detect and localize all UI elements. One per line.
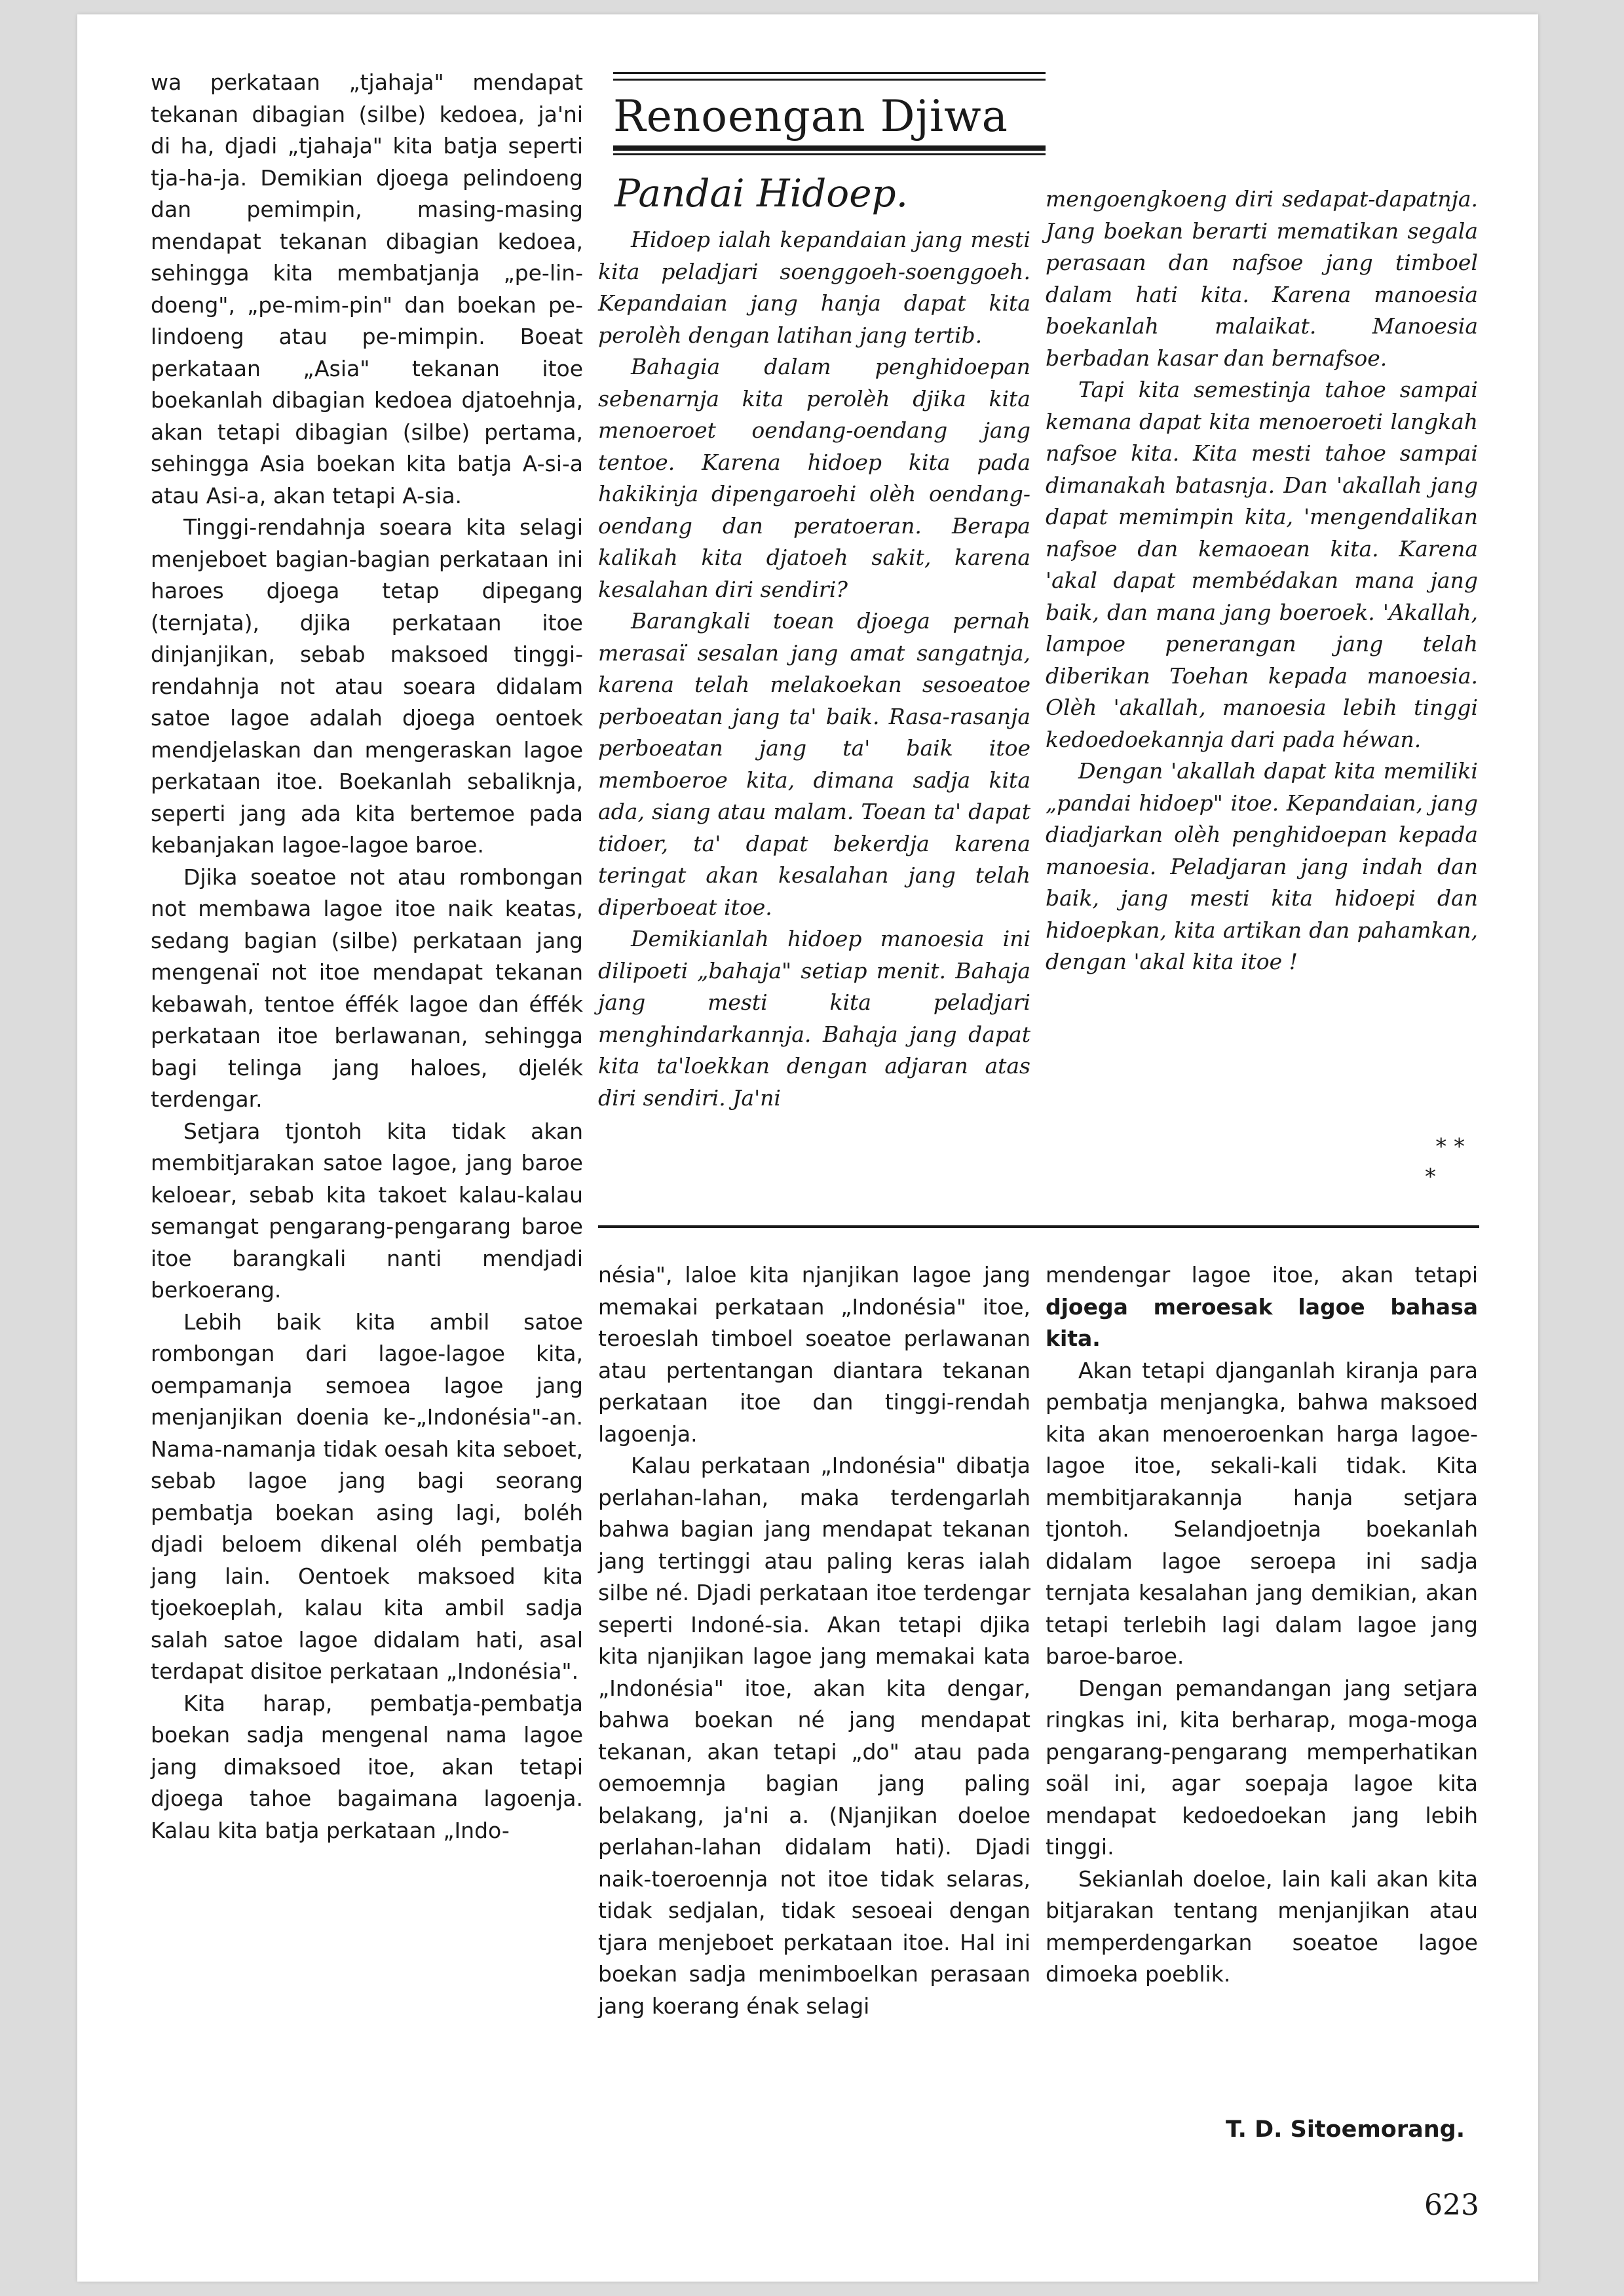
- header-rule-top: [613, 72, 1046, 74]
- paragraph: mengoengkoeng diri sedapat-dapatnja. Jang boekan berarti mematikan segala perasaan dan nafsoe jang timboel dalam hati kita. Karena manoesia boekanlah malaikat. Manoesia berbadan kasar dan bernafsoe.: [1046, 186, 1478, 371]
- page-number: 623: [1424, 2189, 1479, 2222]
- paragraph: Djika soeatoe not atau rombongan not membawa lagoe itoe naik keatas, sedang bagian (silbe) perkataan jang mengenaï not itoe mendapat tekanan kebawah, tentoe éffék lagoe dan éffék perkataan itoe berlawanan, sehingga bagi telinga jang haloes, djelék terdengar.: [151, 864, 583, 1112]
- section-header: [613, 66, 1046, 157]
- paragraph: Dengan pemandangan jang setjara ringkas ini, kita berharap, moga-moga pengarang-pengarang memperhatikan soäl ini, agar soepaja lagoe kita mendapat kedoedoekan jang lebih tinggi.: [1046, 1675, 1478, 1860]
- paragraph: [1046, 1259, 1478, 1355]
- header-rule-bottom: [613, 145, 1046, 151]
- section-title: Renoengan Djiwa: [613, 91, 1008, 142]
- section-divider: [598, 1225, 1479, 1228]
- paragraph: wa perkataan „tjahaja" mendapat tekanan dibagian (silbe) kedoea, ja'ni di ha, djadi „tjahaja" kita batja seperti tja-ha-ja. Demikian djoega pelindoeng dan pemimpin, masing-masing mendapat tekanan dibagian kedoea, sehingga kita membatjanja „pe-lin-doeng", „pe-mim-pin" dan boekan pe-lindoeng atau pe-mimpin. Boeat perkataan „Asia" tekanan itoe boekanlah dibagian kedoea djatoehnja, akan tetapi dibagian (silbe) pertama, sehingga Asia boekan kita batja A-si-a atau Asi-a, akan tetapi A-sia.: [151, 69, 583, 508]
- paragraph: Tinggi-rendahnja soeara kita selagi menjeboet bagian-bagian perkataan ini haroes djoega tetap dipegang (ternjata), djika perkataan itoe dinjanjikan, sebab maksoed tinggi-rendahnja not atau soeara didalam satoe lagoe adalah djoega oentoek mendjelaskan dan mengeraskan lagoe perkataan itoe. Boekanlah sebaliknja, seperti jang ada kita bertemoe pada kebanjakan lagoe-lagoe baroe.: [151, 514, 583, 858]
- bold-phrase: djoega meroesak lagoe bahasa kita.: [1046, 1293, 1478, 1351]
- header-rule-bottom-2: [613, 153, 1046, 155]
- paragraph: Kalau perkataan „Indonésia" dibatja perlahan-lahan, maka terdengarlah bahwa bagian jang mendapat tekanan jang tertinggi atau paling keras ialah silbe né. Djadi perkataan itoe terdengar seperti Indoné-sia. Akan tetapi djika kita njanjikan lagoe jang memakai kata „Indonésia" itoe, akan kita dengar, bahwa boekan né jang mendapat tekanan, akan tetapi „do" atau pada oemoemnja bagian jang paling belakang, ja'ni a. (Njanjikan doeloe perlahan-lahan didalam hati). Djadi naik-toeroennja not itoe tidak selaras, tidak sedjalan, tidak sesoeai dengan tjara menjeboet perkataan itoe. Hal ini boekan sadja menimboelkan perasaan jang koerang énak selagi: [598, 1453, 1030, 2019]
- paragraph: Setjara tjontoh kita tidak akan membitjarakan satoe lagoe, jang baroe keloear, sebab kita takoet kalau-kalau semangat pengarang-pengarang baroe itoe barangkali nanti mendjadi berkoerang.: [151, 1118, 583, 1303]
- end-stars-bottom: *: [1425, 1164, 1436, 1190]
- paragraph: Hidoep ialah kepandaian jang mesti kita peladjari soenggoeh-soenggoeh. Kepandaian jang hanja dapat kita perolèh dengan latihan jang tertib.: [598, 227, 1030, 348]
- header-rule-top-2: [613, 79, 1046, 81]
- end-mark: [1046, 1132, 1478, 1192]
- column-3-bottom: [1046, 1259, 1478, 1991]
- paragraph: Demikianlah hidoep manoesia ini dilipoeti „bahaja" setiap menit. Bahaja jang mesti kita peladjari menghindarkannja. Bahaja jang dapat kita ta'loekkan dengan adjaran atas diri sendiri. Ja'ni: [598, 926, 1030, 1111]
- paragraph: Barangkali toean djoega pernah merasaï sesalan jang amat sangatnja, karena telah melakoekan sesoeatoe perboeatan jang ta' baik. Rasa-rasanja perboeatan jang ta' baik itoe memboeroe kita, dimana sadja kita ada, siang atau malam. Toean ta' dapat tidoer, ta' dapat bekerdja karena teringat akan kesalahan jang telah diperboeat itoe.: [598, 608, 1030, 920]
- paragraph: Lebih baik kita ambil satoe rombongan dari lagoe-lagoe kita, oempamanja semoea lagoe jang menjanjikan doenia ke-„Indonésia"-an. Nama-namanja tidak oesah kita seboet, sebab lagoe jang bagi seorang pembatja boekan asing lagi, boléh djadi beloem dikenal oléh pembatja jang lain. Oentoek maksoed kita tjoekoeplah, kalau kita ambil sadja salah satoe lagoe didalam hati, asal terdapat disitoe perkataan „Indonésia".: [151, 1309, 583, 1684]
- paragraph-lead: mendengar lagoe itoe, akan tetapi: [1046, 1262, 1478, 1288]
- column-2-bottom: [598, 1259, 1030, 2022]
- paragraph: Kita harap, pembatja-pembatja boekan sadja mengenal nama lagoe jang dimaksoed itoe, akan tetapi djoega tahoe bagaimana lagoenja. Kalau kita batja perkataan „Indo-: [151, 1690, 583, 1843]
- author-signature: T. D. Sitoemorang.: [1226, 2116, 1465, 2143]
- paragraph: nésia", laloe kita njanjikan lagoe jang memakai perkataan „Indonésia" itoe, teroeslah timboel soeatoe perlawanan atau pertentangan diantara tekanan perkataan itoe dan tinggi-rendah lagoenja.: [598, 1262, 1030, 1447]
- magazine-page: [77, 14, 1538, 2282]
- column-3-top: [1046, 183, 1478, 978]
- paragraph: Dengan 'akallah dapat kita memiliki „pandai hidoep" itoe. Kepandaian, jang diadjarkan olèh penghidoepan kepada manoesia. Peladjaran jang indah dan baik, jang mesti kita hidoepi dan hidoepkan, kita artikan dan pahamkan, dengan 'akal kita itoe !: [1046, 758, 1478, 974]
- paragraph: Sekianlah doeloe, lain kali akan kita bitjarakan tentang menjanjikan atau memperdengarkan soeatoe lagoe dimoeka poeblik.: [1046, 1866, 1478, 1987]
- end-stars-top: * *: [1435, 1134, 1465, 1160]
- paragraph: Akan tetapi djanganlah kiranja para pembatja menjangka, bahwa maksoed kita akan menoeroenkan harga lagoe-lagoe itoe, sekali-kali tidak. Kita membitjarakannja hanja setjara tjontoh. Selandjoetnja boekanlah didalam lagoe seroepa ini sadja ternjata kesalahan jang demikian, akan tetapi terlebih lagi dalam lagoe jang baroe-baroe.: [1046, 1357, 1478, 1669]
- column-2-top: [598, 224, 1030, 1114]
- paragraph: Bahagia dalam penghidoepan sebenarnja kita perolèh djika kita menoeroet oendang-oendang jang tentoe. Karena hidoep kita pada hakikinja dipengaroehi olèh oendang-oendang dan peratoeran. Berapa kalikah kita djatoeh sakit, karena kesalahan diri sendiri?: [598, 354, 1030, 602]
- column-1: [151, 67, 583, 1846]
- paragraph: Tapi kita semestinja tahoe sampai kemana dapat kita menoeroeti langkah nafsoe kita. Kita mesti tahoe sampai dimanakah batasnja. Dan 'akallah jang dapat memimpin kita, 'mengendalikan nafsoe dan kemaoean kita. Karena 'akal dapat membédakan mana jang baik, dan mana jang boeroek. 'Akallah, lampoe penerangan jang telah diberikan Toehan kepada manoesia. Olèh 'akallah, manoesia lebih tinggi kedoedoekannja dari pada héwan.: [1046, 377, 1478, 752]
- article-title: Pandai Hidoep.: [614, 171, 909, 216]
